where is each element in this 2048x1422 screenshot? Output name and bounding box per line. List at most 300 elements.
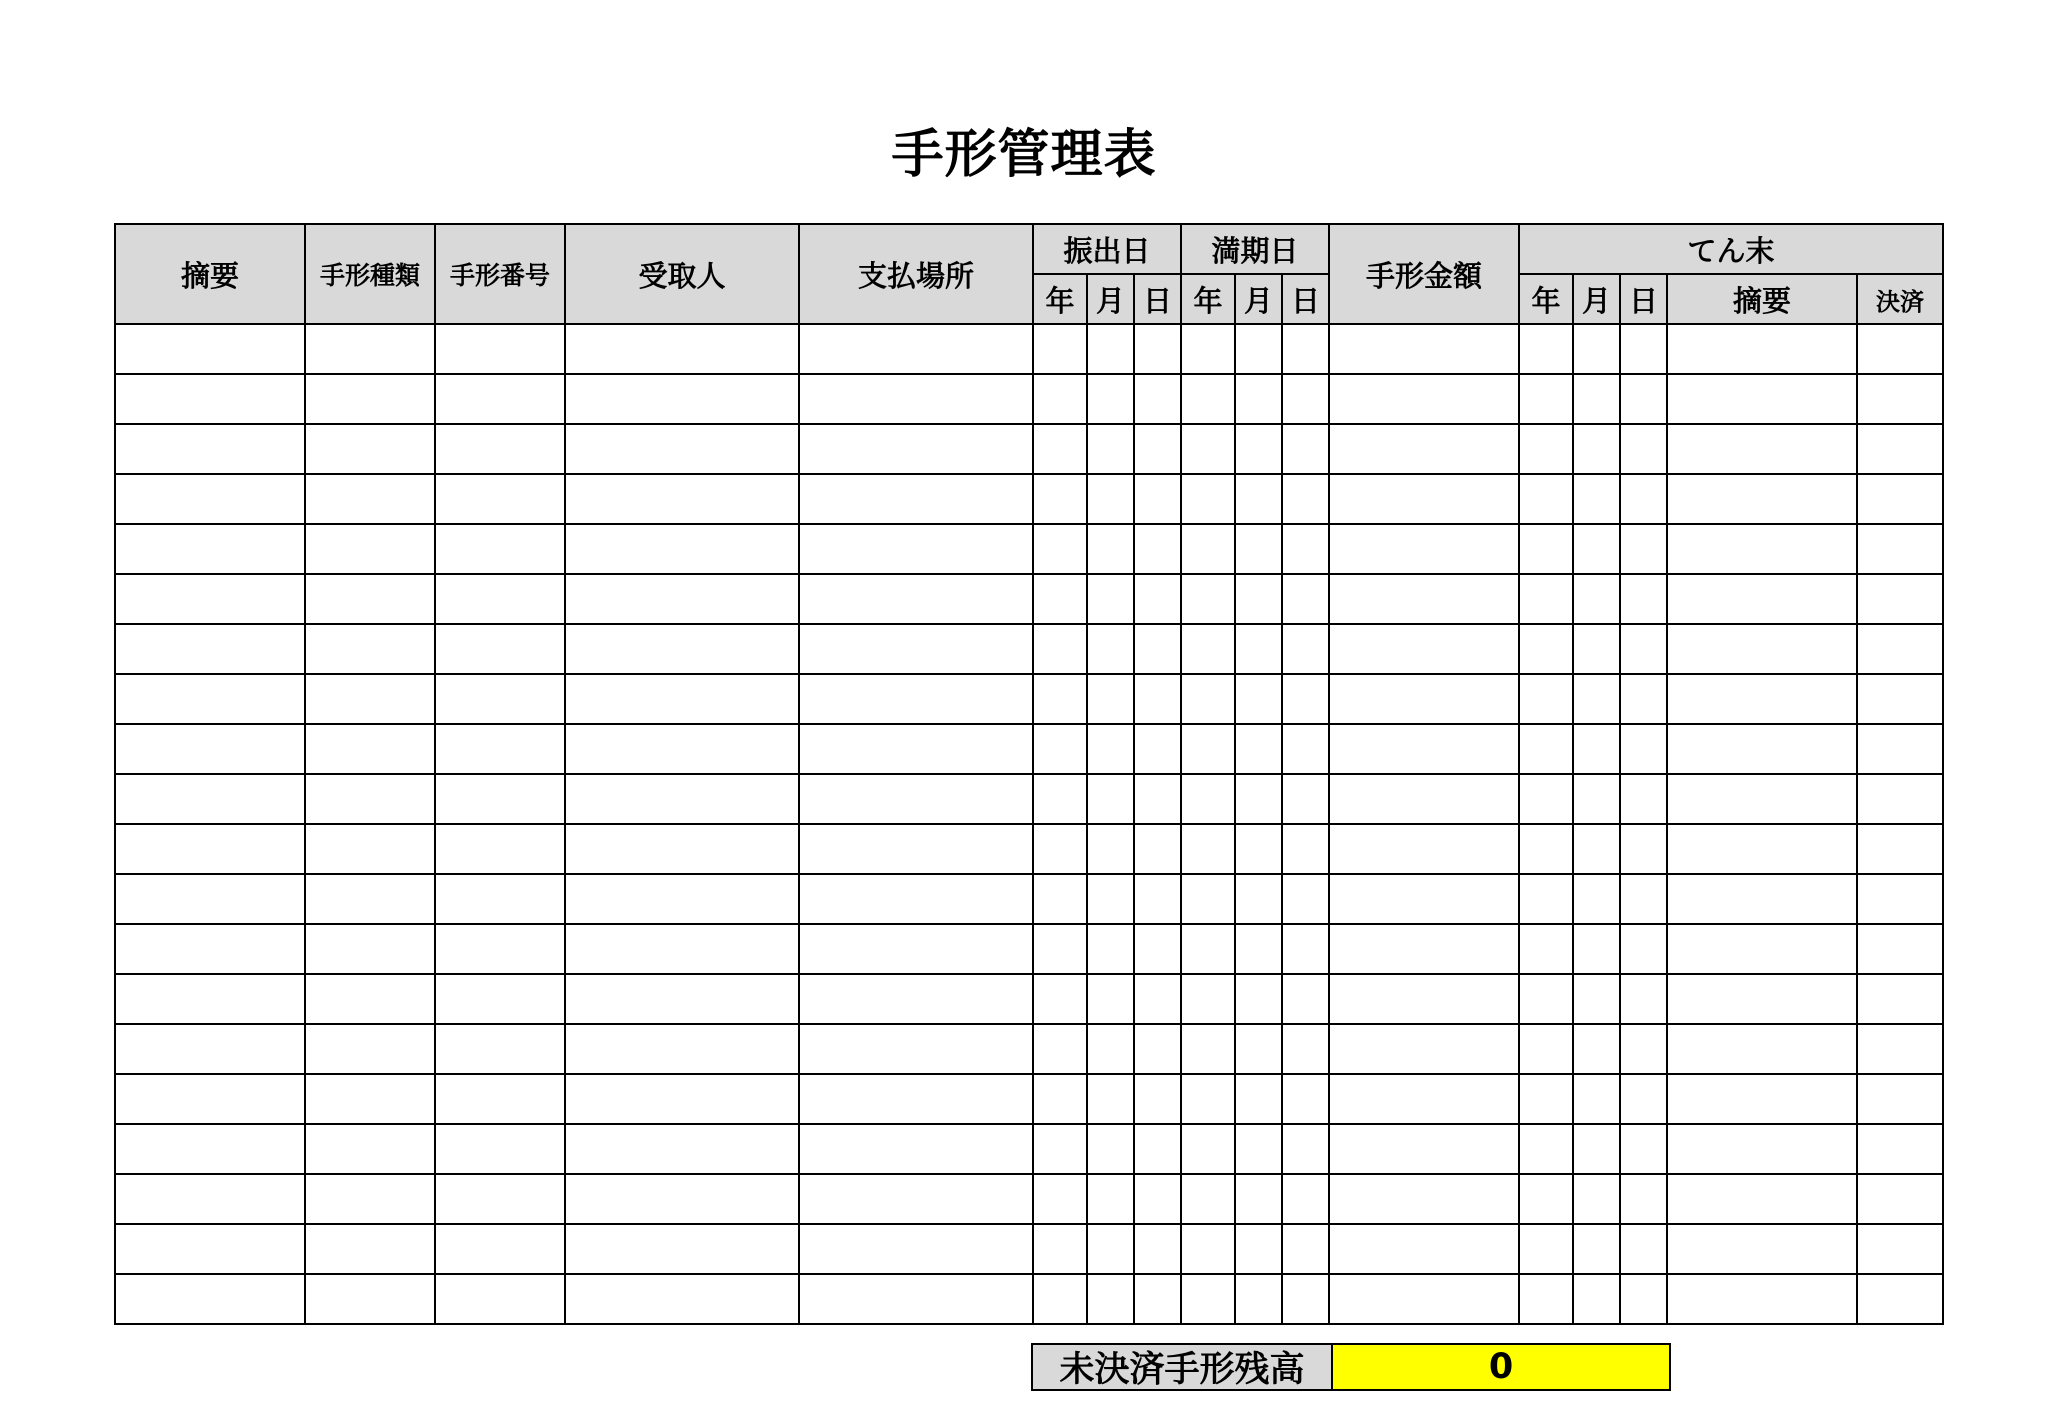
- maturity-day-cell[interactable]: [1282, 674, 1329, 724]
- issue-month-cell[interactable]: [1087, 1174, 1134, 1224]
- disposition-summary-cell[interactable]: [1667, 524, 1857, 574]
- bill-number-cell[interactable]: [435, 874, 565, 924]
- disposition-month-cell[interactable]: [1573, 1124, 1620, 1174]
- issue-month-cell[interactable]: [1087, 1024, 1134, 1074]
- recipient-cell[interactable]: [565, 1174, 799, 1224]
- bill-number-cell[interactable]: [435, 774, 565, 824]
- maturity-year-cell[interactable]: [1181, 524, 1235, 574]
- maturity-month-cell[interactable]: [1235, 424, 1282, 474]
- issue-year-cell[interactable]: [1033, 624, 1087, 674]
- maturity-day-cell[interactable]: [1282, 824, 1329, 874]
- bill-number-cell[interactable]: [435, 1174, 565, 1224]
- issue-year-cell[interactable]: [1033, 1024, 1087, 1074]
- bill-number-cell[interactable]: [435, 574, 565, 624]
- disposition-month-cell[interactable]: [1573, 974, 1620, 1024]
- recipient-cell[interactable]: [565, 324, 799, 374]
- amount-cell[interactable]: [1329, 874, 1519, 924]
- issue-month-cell[interactable]: [1087, 724, 1134, 774]
- settled-cell[interactable]: [1857, 574, 1943, 624]
- maturity-month-cell[interactable]: [1235, 374, 1282, 424]
- settled-cell[interactable]: [1857, 374, 1943, 424]
- amount-cell[interactable]: [1329, 424, 1519, 474]
- disposition-year-cell[interactable]: [1519, 1024, 1573, 1074]
- summary-cell[interactable]: [115, 1174, 305, 1224]
- settled-cell[interactable]: [1857, 1174, 1943, 1224]
- maturity-month-cell[interactable]: [1235, 324, 1282, 374]
- disposition-month-cell[interactable]: [1573, 924, 1620, 974]
- summary-cell[interactable]: [115, 424, 305, 474]
- issue-day-cell[interactable]: [1134, 674, 1181, 724]
- issue-month-cell[interactable]: [1087, 574, 1134, 624]
- maturity-month-cell[interactable]: [1235, 1274, 1282, 1324]
- recipient-cell[interactable]: [565, 1224, 799, 1274]
- maturity-day-cell[interactable]: [1282, 1124, 1329, 1174]
- bill-type-cell[interactable]: [305, 924, 435, 974]
- maturity-month-cell[interactable]: [1235, 924, 1282, 974]
- maturity-day-cell[interactable]: [1282, 874, 1329, 924]
- issue-month-cell[interactable]: [1087, 424, 1134, 474]
- disposition-day-cell[interactable]: [1620, 324, 1667, 374]
- settled-cell[interactable]: [1857, 974, 1943, 1024]
- payment-place-cell[interactable]: [799, 1024, 1033, 1074]
- disposition-month-cell[interactable]: [1573, 624, 1620, 674]
- maturity-year-cell[interactable]: [1181, 474, 1235, 524]
- maturity-year-cell[interactable]: [1181, 674, 1235, 724]
- issue-year-cell[interactable]: [1033, 524, 1087, 574]
- maturity-month-cell[interactable]: [1235, 1024, 1282, 1074]
- disposition-year-cell[interactable]: [1519, 624, 1573, 674]
- bill-type-cell[interactable]: [305, 624, 435, 674]
- recipient-cell[interactable]: [565, 924, 799, 974]
- disposition-year-cell[interactable]: [1519, 724, 1573, 774]
- disposition-day-cell[interactable]: [1620, 374, 1667, 424]
- maturity-month-cell[interactable]: [1235, 474, 1282, 524]
- payment-place-cell[interactable]: [799, 1074, 1033, 1124]
- disposition-day-cell[interactable]: [1620, 774, 1667, 824]
- disposition-day-cell[interactable]: [1620, 824, 1667, 874]
- recipient-cell[interactable]: [565, 724, 799, 774]
- maturity-month-cell[interactable]: [1235, 674, 1282, 724]
- recipient-cell[interactable]: [565, 824, 799, 874]
- amount-cell[interactable]: [1329, 974, 1519, 1024]
- bill-number-cell[interactable]: [435, 1074, 565, 1124]
- disposition-day-cell[interactable]: [1620, 1174, 1667, 1224]
- issue-day-cell[interactable]: [1134, 724, 1181, 774]
- payment-place-cell[interactable]: [799, 1224, 1033, 1274]
- disposition-summary-cell[interactable]: [1667, 324, 1857, 374]
- payment-place-cell[interactable]: [799, 924, 1033, 974]
- summary-cell[interactable]: [115, 1124, 305, 1174]
- disposition-month-cell[interactable]: [1573, 674, 1620, 724]
- issue-month-cell[interactable]: [1087, 1274, 1134, 1324]
- maturity-month-cell[interactable]: [1235, 774, 1282, 824]
- issue-day-cell[interactable]: [1134, 1174, 1181, 1224]
- bill-type-cell[interactable]: [305, 1074, 435, 1124]
- bill-number-cell[interactable]: [435, 474, 565, 524]
- disposition-summary-cell[interactable]: [1667, 1174, 1857, 1224]
- issue-day-cell[interactable]: [1134, 574, 1181, 624]
- recipient-cell[interactable]: [565, 624, 799, 674]
- disposition-year-cell[interactable]: [1519, 974, 1573, 1024]
- bill-type-cell[interactable]: [305, 1174, 435, 1224]
- issue-day-cell[interactable]: [1134, 624, 1181, 674]
- disposition-year-cell[interactable]: [1519, 574, 1573, 624]
- maturity-month-cell[interactable]: [1235, 624, 1282, 674]
- issue-year-cell[interactable]: [1033, 424, 1087, 474]
- bill-number-cell[interactable]: [435, 674, 565, 724]
- disposition-month-cell[interactable]: [1573, 574, 1620, 624]
- payment-place-cell[interactable]: [799, 1124, 1033, 1174]
- bill-type-cell[interactable]: [305, 574, 435, 624]
- maturity-month-cell[interactable]: [1235, 524, 1282, 574]
- issue-month-cell[interactable]: [1087, 1124, 1134, 1174]
- issue-month-cell[interactable]: [1087, 474, 1134, 524]
- bill-type-cell[interactable]: [305, 774, 435, 824]
- disposition-month-cell[interactable]: [1573, 874, 1620, 924]
- settled-cell[interactable]: [1857, 874, 1943, 924]
- settled-cell[interactable]: [1857, 424, 1943, 474]
- payment-place-cell[interactable]: [799, 1174, 1033, 1224]
- bill-type-cell[interactable]: [305, 1274, 435, 1324]
- settled-cell[interactable]: [1857, 474, 1943, 524]
- maturity-day-cell[interactable]: [1282, 924, 1329, 974]
- disposition-month-cell[interactable]: [1573, 474, 1620, 524]
- amount-cell[interactable]: [1329, 924, 1519, 974]
- disposition-month-cell[interactable]: [1573, 374, 1620, 424]
- bill-number-cell[interactable]: [435, 724, 565, 774]
- disposition-year-cell[interactable]: [1519, 324, 1573, 374]
- recipient-cell[interactable]: [565, 524, 799, 574]
- issue-day-cell[interactable]: [1134, 474, 1181, 524]
- payment-place-cell[interactable]: [799, 624, 1033, 674]
- maturity-day-cell[interactable]: [1282, 774, 1329, 824]
- amount-cell[interactable]: [1329, 824, 1519, 874]
- payment-place-cell[interactable]: [799, 374, 1033, 424]
- issue-day-cell[interactable]: [1134, 424, 1181, 474]
- bill-type-cell[interactable]: [305, 1024, 435, 1074]
- settled-cell[interactable]: [1857, 774, 1943, 824]
- disposition-day-cell[interactable]: [1620, 974, 1667, 1024]
- issue-year-cell[interactable]: [1033, 974, 1087, 1024]
- recipient-cell[interactable]: [565, 574, 799, 624]
- maturity-year-cell[interactable]: [1181, 374, 1235, 424]
- summary-cell[interactable]: [115, 474, 305, 524]
- maturity-day-cell[interactable]: [1282, 574, 1329, 624]
- maturity-month-cell[interactable]: [1235, 1224, 1282, 1274]
- issue-year-cell[interactable]: [1033, 574, 1087, 624]
- settled-cell[interactable]: [1857, 824, 1943, 874]
- maturity-day-cell[interactable]: [1282, 424, 1329, 474]
- bill-type-cell[interactable]: [305, 874, 435, 924]
- summary-cell[interactable]: [115, 874, 305, 924]
- issue-day-cell[interactable]: [1134, 824, 1181, 874]
- payment-place-cell[interactable]: [799, 574, 1033, 624]
- bill-number-cell[interactable]: [435, 424, 565, 474]
- disposition-year-cell[interactable]: [1519, 1074, 1573, 1124]
- disposition-day-cell[interactable]: [1620, 874, 1667, 924]
- payment-place-cell[interactable]: [799, 874, 1033, 924]
- disposition-year-cell[interactable]: [1519, 774, 1573, 824]
- disposition-day-cell[interactable]: [1620, 1224, 1667, 1274]
- issue-month-cell[interactable]: [1087, 374, 1134, 424]
- summary-cell[interactable]: [115, 1024, 305, 1074]
- summary-cell[interactable]: [115, 924, 305, 974]
- bill-number-cell[interactable]: [435, 974, 565, 1024]
- issue-year-cell[interactable]: [1033, 324, 1087, 374]
- maturity-year-cell[interactable]: [1181, 424, 1235, 474]
- recipient-cell[interactable]: [565, 674, 799, 724]
- summary-cell[interactable]: [115, 374, 305, 424]
- amount-cell[interactable]: [1329, 674, 1519, 724]
- disposition-day-cell[interactable]: [1620, 524, 1667, 574]
- settled-cell[interactable]: [1857, 1124, 1943, 1174]
- bill-type-cell[interactable]: [305, 424, 435, 474]
- disposition-summary-cell[interactable]: [1667, 1024, 1857, 1074]
- bill-type-cell[interactable]: [305, 824, 435, 874]
- issue-month-cell[interactable]: [1087, 674, 1134, 724]
- issue-day-cell[interactable]: [1134, 374, 1181, 424]
- amount-cell[interactable]: [1329, 1074, 1519, 1124]
- maturity-year-cell[interactable]: [1181, 1124, 1235, 1174]
- maturity-day-cell[interactable]: [1282, 374, 1329, 424]
- payment-place-cell[interactable]: [799, 674, 1033, 724]
- issue-year-cell[interactable]: [1033, 924, 1087, 974]
- disposition-year-cell[interactable]: [1519, 1274, 1573, 1324]
- maturity-day-cell[interactable]: [1282, 1074, 1329, 1124]
- disposition-year-cell[interactable]: [1519, 374, 1573, 424]
- payment-place-cell[interactable]: [799, 424, 1033, 474]
- bill-number-cell[interactable]: [435, 624, 565, 674]
- disposition-summary-cell[interactable]: [1667, 924, 1857, 974]
- summary-cell[interactable]: [115, 1224, 305, 1274]
- maturity-year-cell[interactable]: [1181, 1274, 1235, 1324]
- maturity-year-cell[interactable]: [1181, 924, 1235, 974]
- amount-cell[interactable]: [1329, 724, 1519, 774]
- payment-place-cell[interactable]: [799, 774, 1033, 824]
- issue-month-cell[interactable]: [1087, 974, 1134, 1024]
- summary-cell[interactable]: [115, 674, 305, 724]
- issue-day-cell[interactable]: [1134, 1024, 1181, 1074]
- disposition-month-cell[interactable]: [1573, 1224, 1620, 1274]
- disposition-day-cell[interactable]: [1620, 1024, 1667, 1074]
- recipient-cell[interactable]: [565, 374, 799, 424]
- disposition-day-cell[interactable]: [1620, 674, 1667, 724]
- issue-year-cell[interactable]: [1033, 824, 1087, 874]
- disposition-year-cell[interactable]: [1519, 924, 1573, 974]
- bill-number-cell[interactable]: [435, 824, 565, 874]
- issue-day-cell[interactable]: [1134, 1274, 1181, 1324]
- maturity-month-cell[interactable]: [1235, 874, 1282, 924]
- disposition-month-cell[interactable]: [1573, 324, 1620, 374]
- disposition-year-cell[interactable]: [1519, 524, 1573, 574]
- maturity-month-cell[interactable]: [1235, 1124, 1282, 1174]
- issue-day-cell[interactable]: [1134, 1074, 1181, 1124]
- disposition-day-cell[interactable]: [1620, 624, 1667, 674]
- settled-cell[interactable]: [1857, 524, 1943, 574]
- bill-number-cell[interactable]: [435, 1124, 565, 1174]
- issue-year-cell[interactable]: [1033, 1224, 1087, 1274]
- disposition-summary-cell[interactable]: [1667, 624, 1857, 674]
- disposition-day-cell[interactable]: [1620, 474, 1667, 524]
- maturity-year-cell[interactable]: [1181, 1024, 1235, 1074]
- maturity-day-cell[interactable]: [1282, 324, 1329, 374]
- bill-number-cell[interactable]: [435, 374, 565, 424]
- issue-day-cell[interactable]: [1134, 874, 1181, 924]
- maturity-year-cell[interactable]: [1181, 1174, 1235, 1224]
- disposition-summary-cell[interactable]: [1667, 724, 1857, 774]
- summary-cell[interactable]: [115, 324, 305, 374]
- recipient-cell[interactable]: [565, 1274, 799, 1324]
- disposition-summary-cell[interactable]: [1667, 424, 1857, 474]
- issue-month-cell[interactable]: [1087, 874, 1134, 924]
- disposition-year-cell[interactable]: [1519, 824, 1573, 874]
- payment-place-cell[interactable]: [799, 324, 1033, 374]
- disposition-summary-cell[interactable]: [1667, 1124, 1857, 1174]
- amount-cell[interactable]: [1329, 1124, 1519, 1174]
- bill-type-cell[interactable]: [305, 324, 435, 374]
- issue-day-cell[interactable]: [1134, 524, 1181, 574]
- settled-cell[interactable]: [1857, 624, 1943, 674]
- issue-month-cell[interactable]: [1087, 824, 1134, 874]
- issue-day-cell[interactable]: [1134, 774, 1181, 824]
- issue-month-cell[interactable]: [1087, 1074, 1134, 1124]
- bill-number-cell[interactable]: [435, 1224, 565, 1274]
- issue-month-cell[interactable]: [1087, 924, 1134, 974]
- maturity-day-cell[interactable]: [1282, 524, 1329, 574]
- disposition-summary-cell[interactable]: [1667, 574, 1857, 624]
- issue-year-cell[interactable]: [1033, 874, 1087, 924]
- maturity-day-cell[interactable]: [1282, 1274, 1329, 1324]
- recipient-cell[interactable]: [565, 1124, 799, 1174]
- disposition-month-cell[interactable]: [1573, 724, 1620, 774]
- issue-month-cell[interactable]: [1087, 774, 1134, 824]
- disposition-month-cell[interactable]: [1573, 824, 1620, 874]
- issue-year-cell[interactable]: [1033, 1124, 1087, 1174]
- issue-year-cell[interactable]: [1033, 1174, 1087, 1224]
- recipient-cell[interactable]: [565, 974, 799, 1024]
- issue-month-cell[interactable]: [1087, 524, 1134, 574]
- amount-cell[interactable]: [1329, 524, 1519, 574]
- payment-place-cell[interactable]: [799, 724, 1033, 774]
- bill-number-cell[interactable]: [435, 324, 565, 374]
- recipient-cell[interactable]: [565, 774, 799, 824]
- issue-month-cell[interactable]: [1087, 1224, 1134, 1274]
- disposition-year-cell[interactable]: [1519, 474, 1573, 524]
- payment-place-cell[interactable]: [799, 524, 1033, 574]
- issue-day-cell[interactable]: [1134, 924, 1181, 974]
- maturity-year-cell[interactable]: [1181, 824, 1235, 874]
- payment-place-cell[interactable]: [799, 474, 1033, 524]
- maturity-day-cell[interactable]: [1282, 1024, 1329, 1074]
- disposition-month-cell[interactable]: [1573, 774, 1620, 824]
- disposition-month-cell[interactable]: [1573, 424, 1620, 474]
- amount-cell[interactable]: [1329, 374, 1519, 424]
- disposition-day-cell[interactable]: [1620, 724, 1667, 774]
- bill-number-cell[interactable]: [435, 1274, 565, 1324]
- settled-cell[interactable]: [1857, 674, 1943, 724]
- disposition-day-cell[interactable]: [1620, 1274, 1667, 1324]
- settled-cell[interactable]: [1857, 1074, 1943, 1124]
- recipient-cell[interactable]: [565, 424, 799, 474]
- maturity-month-cell[interactable]: [1235, 1174, 1282, 1224]
- disposition-month-cell[interactable]: [1573, 1024, 1620, 1074]
- payment-place-cell[interactable]: [799, 974, 1033, 1024]
- issue-year-cell[interactable]: [1033, 674, 1087, 724]
- amount-cell[interactable]: [1329, 774, 1519, 824]
- disposition-year-cell[interactable]: [1519, 1224, 1573, 1274]
- maturity-month-cell[interactable]: [1235, 574, 1282, 624]
- recipient-cell[interactable]: [565, 1024, 799, 1074]
- settled-cell[interactable]: [1857, 1274, 1943, 1324]
- bill-type-cell[interactable]: [305, 374, 435, 424]
- settled-cell[interactable]: [1857, 924, 1943, 974]
- maturity-year-cell[interactable]: [1181, 1074, 1235, 1124]
- maturity-day-cell[interactable]: [1282, 724, 1329, 774]
- recipient-cell[interactable]: [565, 874, 799, 924]
- disposition-month-cell[interactable]: [1573, 1074, 1620, 1124]
- disposition-day-cell[interactable]: [1620, 574, 1667, 624]
- disposition-year-cell[interactable]: [1519, 1124, 1573, 1174]
- disposition-year-cell[interactable]: [1519, 674, 1573, 724]
- issue-year-cell[interactable]: [1033, 774, 1087, 824]
- settled-cell[interactable]: [1857, 1224, 1943, 1274]
- disposition-summary-cell[interactable]: [1667, 374, 1857, 424]
- maturity-day-cell[interactable]: [1282, 974, 1329, 1024]
- issue-year-cell[interactable]: [1033, 1274, 1087, 1324]
- maturity-year-cell[interactable]: [1181, 574, 1235, 624]
- settled-cell[interactable]: [1857, 724, 1943, 774]
- summary-cell[interactable]: [115, 1274, 305, 1324]
- issue-day-cell[interactable]: [1134, 324, 1181, 374]
- summary-cell[interactable]: [115, 524, 305, 574]
- disposition-day-cell[interactable]: [1620, 1074, 1667, 1124]
- disposition-summary-cell[interactable]: [1667, 974, 1857, 1024]
- payment-place-cell[interactable]: [799, 1274, 1033, 1324]
- recipient-cell[interactable]: [565, 474, 799, 524]
- issue-month-cell[interactable]: [1087, 324, 1134, 374]
- summary-cell[interactable]: [115, 724, 305, 774]
- maturity-year-cell[interactable]: [1181, 324, 1235, 374]
- disposition-month-cell[interactable]: [1573, 1274, 1620, 1324]
- maturity-day-cell[interactable]: [1282, 624, 1329, 674]
- amount-cell[interactable]: [1329, 574, 1519, 624]
- settled-cell[interactable]: [1857, 1024, 1943, 1074]
- disposition-day-cell[interactable]: [1620, 924, 1667, 974]
- maturity-day-cell[interactable]: [1282, 474, 1329, 524]
- amount-cell[interactable]: [1329, 324, 1519, 374]
- maturity-month-cell[interactable]: [1235, 724, 1282, 774]
- disposition-summary-cell[interactable]: [1667, 474, 1857, 524]
- disposition-year-cell[interactable]: [1519, 1174, 1573, 1224]
- summary-cell[interactable]: [115, 824, 305, 874]
- amount-cell[interactable]: [1329, 1274, 1519, 1324]
- issue-day-cell[interactable]: [1134, 1224, 1181, 1274]
- maturity-year-cell[interactable]: [1181, 624, 1235, 674]
- summary-cell[interactable]: [115, 1074, 305, 1124]
- unsettled-balance-value[interactable]: 0: [1333, 1345, 1669, 1389]
- bill-type-cell[interactable]: [305, 674, 435, 724]
- summary-cell[interactable]: [115, 974, 305, 1024]
- bill-type-cell[interactable]: [305, 524, 435, 574]
- bill-type-cell[interactable]: [305, 1224, 435, 1274]
- maturity-day-cell[interactable]: [1282, 1174, 1329, 1224]
- disposition-day-cell[interactable]: [1620, 424, 1667, 474]
- maturity-month-cell[interactable]: [1235, 1074, 1282, 1124]
- maturity-year-cell[interactable]: [1181, 874, 1235, 924]
- amount-cell[interactable]: [1329, 1224, 1519, 1274]
- disposition-summary-cell[interactable]: [1667, 874, 1857, 924]
- disposition-summary-cell[interactable]: [1667, 824, 1857, 874]
